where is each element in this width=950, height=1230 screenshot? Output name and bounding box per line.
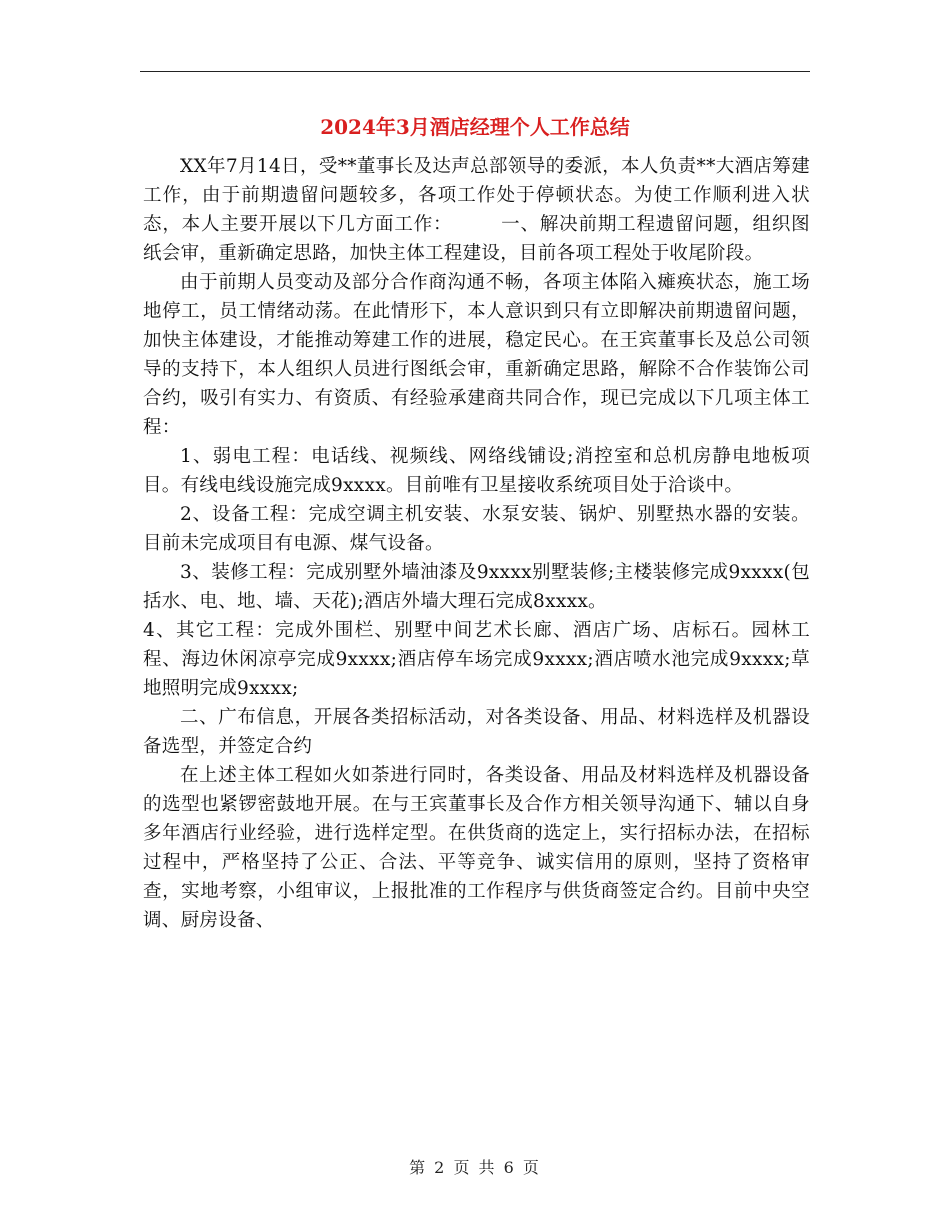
paragraph-1: XX年7月14日，受**董事长及达声总部领导的委派，本人负责**大酒店筹建工作，由于前期遗留问题较多，各项工作处于停顿状态。为使工作顺利进入状态，本人主要开展以下几方面工作： 一、解决前期工程遗留问题，组织图纸会审，重新确定思路，加快主体工程建设，目前各项工程处于收尾阶段。	[143, 156, 810, 264]
page-number: 第 2 页 共 6 页	[409, 1158, 541, 1177]
document-title: 2024年3月酒店经理个人工作总结	[320, 115, 630, 139]
paragraph-7: 二、广布信息，开展各类招标活动，对各类设备、用品、材料选样及机器设备选型，并签定合约	[143, 707, 810, 757]
paragraph-6: 4、其它工程：完成外围栏、别墅中间艺术长廊、酒店广场、店标石。园林工程、海边休闲凉亭完成9xxxx;酒店停车场完成9xxxx;酒店喷水池完成9xxxx;草地照明完成9xxxx;	[143, 620, 810, 699]
header-rule	[140, 71, 810, 72]
paragraph-2: 由于前期人员变动及部分合作商沟通不畅，各项主体陷入瘫痪状态，施工场地停工，员工情绪动荡。在此情形下，本人意识到只有立即解决前期遗留问题，加快主体建设，才能推动筹建工作的进展，稳定民心。在王宾董事长及总公司领导的支持下，本人组织人员进行图纸会审，重新确定思路，解除不合作装饰公司合约，吸引有实力、有资质、有经验承建商共同合作，现已完成以下几项主体工程：	[143, 272, 810, 438]
paragraph-5: 3、装修工程：完成别墅外墙油漆及9xxxx别墅装修;主楼装修完成9xxxx(包括水、电、地、墙、天花);酒店外墙大理石完成8xxxx。	[143, 562, 810, 612]
document-body	[143, 152, 810, 935]
paragraph-3: 1、弱电工程：电话线、视频线、网络线铺设;消控室和总机房静电地板项目。有线电线设施完成9xxxx。目前唯有卫星接收系统项目处于洽谈中。	[143, 446, 810, 496]
paragraph-8: 在上述主体工程如火如荼进行同时，各类设备、用品及材料选样及机器设备的选型也紧锣密鼓地开展。在与王宾董事长及合作方相关领导沟通下、辅以自身多年酒店行业经验，进行选样定型。在供货商的选定上，实行招标办法，在招标过程中，严格坚持了公正、合法、平等竞争、诚实信用的原则，坚持了资格审查，实地考察，小组审议，上报批准的工作程序与供货商签定合约。目前中央空调、厨房设备、	[143, 765, 810, 931]
paragraph-4: 2、设备工程：完成空调主机安装、水泵安装、锅炉、别墅热水器的安装。目前未完成项目有电源、煤气设备。	[143, 504, 810, 554]
